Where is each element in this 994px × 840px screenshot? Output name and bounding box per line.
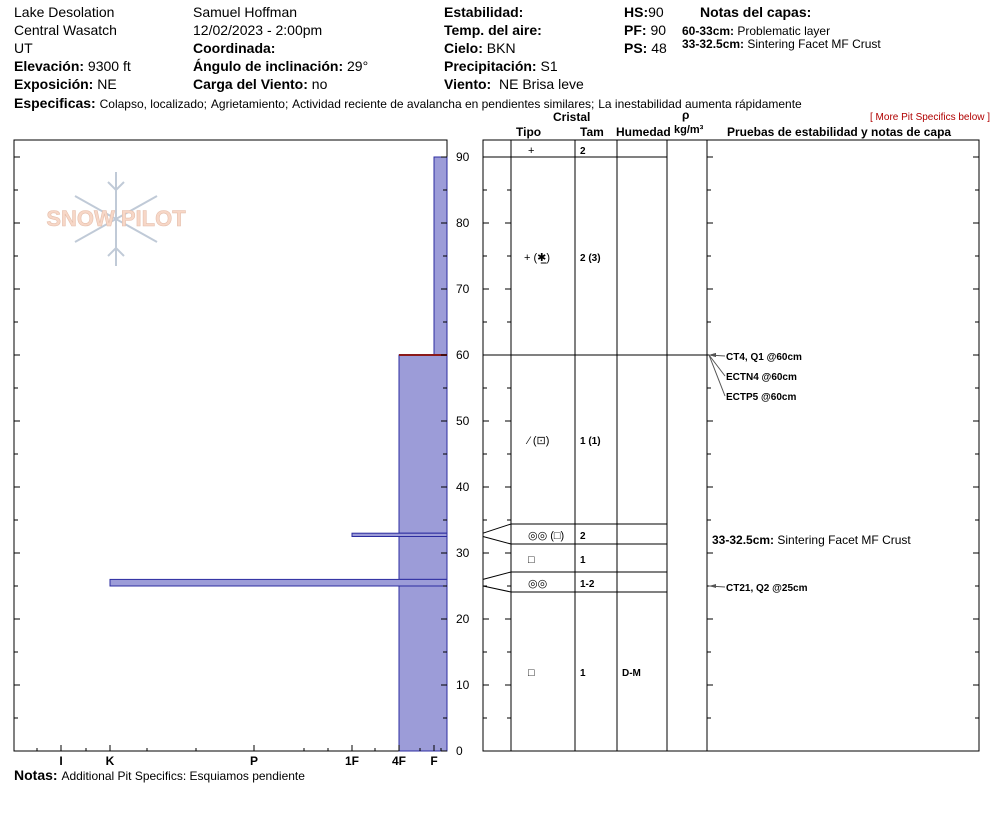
pf-label: PF:: [624, 22, 647, 38]
layer-grain-type: ◎◎ (□): [528, 530, 565, 542]
y-tick-label: 70: [456, 282, 470, 296]
hs-label: HS:: [624, 4, 649, 20]
specifics-item-1: Colapso, localizado;: [99, 97, 208, 111]
hardness-plot-frame: [14, 140, 447, 751]
x-tick-label: 4F: [391, 754, 407, 768]
specifics-item-2: Agrietamiento;: [210, 97, 289, 111]
layer-note-range: 33-32.5cm:: [712, 533, 778, 547]
y-tick-label: 50: [456, 414, 470, 428]
sky-label: Cielo:: [444, 40, 483, 56]
y-tick-label: 80: [456, 216, 470, 230]
specifics-item-4: La inestabilidad aumenta rápidamente: [598, 97, 802, 111]
layer-note-detail: Sintering Facet MF Crust: [777, 533, 911, 547]
elevation-value: 9300 ft: [87, 58, 131, 74]
layer-grain-type: ◎◎: [528, 578, 548, 590]
datetime: 12/02/2023 - 2:00pm: [193, 22, 323, 38]
crystal-header: Cristal: [553, 110, 591, 124]
logo-text: SNOW PILOT: [46, 206, 186, 231]
stability-test: CT21, Q2 @25cm: [726, 583, 808, 594]
hardness-bar: [110, 579, 447, 586]
layer-moisture: D-M: [622, 668, 641, 679]
y-tick-label: 40: [456, 480, 470, 494]
wind-value: NE Brisa leve: [498, 76, 584, 92]
x-tick-label: 1F: [344, 754, 360, 768]
location: Lake Desolation: [14, 4, 115, 20]
y-tick-label: 90: [456, 150, 470, 164]
moisture-header: Humedad: [616, 125, 671, 139]
elevation-label: Elevación:: [14, 58, 85, 74]
notes-value: Additional Pit Specifics: Esquiamos pendiente: [61, 769, 305, 783]
y-tick-label: 10: [456, 678, 470, 692]
layer-note-1-range: 60-33cm:: [682, 24, 735, 38]
hs-value: 90: [648, 4, 664, 20]
layer-grain-type: +: [528, 145, 535, 157]
stability-test: CT4, Q1 @60cm: [726, 352, 802, 363]
x-tick-label: K: [105, 754, 115, 768]
sky-value: BKN: [486, 40, 516, 56]
layer-note-2-range: 33-32.5cm:: [682, 37, 745, 51]
wind-load-label: Carga del Viento:: [193, 76, 308, 92]
x-tick-label: F: [430, 754, 438, 768]
y-tick-label: 0: [456, 744, 463, 758]
layer-grain-size: 1 (1): [580, 436, 601, 447]
size-header: Tam: [580, 125, 604, 139]
layer-note-1-text: Problematic layer: [737, 24, 831, 38]
depth-connector: [483, 586, 511, 592]
hardness-bar: [399, 586, 447, 751]
ps-label: PS:: [624, 40, 648, 56]
more-specifics-link[interactable]: [ More Pit Specifics below ]: [870, 112, 991, 123]
layer-note-in-table: [712, 533, 911, 547]
test-leader: [709, 355, 725, 376]
test-leader: [709, 355, 725, 396]
aspect-value: NE: [97, 76, 117, 92]
layer-note-2-text: Sintering Facet MF Crust: [747, 37, 881, 51]
y-tick-label: 20: [456, 612, 470, 626]
hardness-bar: [399, 537, 447, 580]
wind-load-value: no: [311, 76, 328, 92]
slope-value: 29°: [347, 58, 369, 74]
density-unit-header: kg/m³: [674, 124, 704, 136]
coord-label: Coordinada:: [193, 40, 276, 56]
layer-grain-size: 1-2: [580, 579, 595, 590]
specifics-label: Especificas:: [14, 95, 96, 111]
specifics-item-3: Actividad reciente de avalancha en pendientes similares;: [292, 97, 595, 111]
x-tick-label: P: [249, 754, 259, 768]
wind-label: Viento:: [444, 76, 492, 92]
layer-grain-size-secondary: 2 (3): [580, 253, 601, 264]
layer-grain-type: □: [528, 554, 535, 566]
air-temp-label: Temp. del aire:: [444, 22, 542, 38]
tests-header: Pruebas de estabilidad y notas de capa: [727, 125, 952, 139]
layer-grain-size: 2: [580, 531, 586, 542]
precip-label: Precipitación:: [444, 58, 537, 74]
precip-value: S1: [540, 58, 558, 74]
x-tick-label: I: [59, 754, 63, 768]
layer-grain-type-secondary: + (✱̲): [524, 252, 551, 264]
y-tick-label: 60: [456, 348, 470, 362]
layer-grain-type: □: [528, 667, 535, 679]
stability-label: Estabilidad:: [444, 4, 524, 20]
notes-label: Notas:: [14, 767, 58, 783]
layer-grain-size: 1: [580, 555, 586, 566]
layer-grain-type: ⁄ (⊡): [528, 435, 550, 447]
rho-header: ρ: [682, 108, 690, 122]
hardness-bar: [399, 355, 447, 533]
slope-label: Ángulo de inclinación:: [193, 58, 344, 74]
layer-grain-size: 1: [580, 668, 586, 679]
state: UT: [14, 40, 33, 56]
layer-grain-size: 2: [580, 146, 586, 157]
aspect-label: Exposición:: [14, 76, 94, 92]
test-arrow: [709, 584, 716, 588]
pf-value: 90: [650, 22, 667, 38]
depth-connector: [483, 524, 511, 533]
y-tick-label: 30: [456, 546, 470, 560]
type-header: Tipo: [516, 125, 542, 139]
layer-table-frame: [483, 140, 979, 751]
ps-value: 48: [651, 40, 667, 56]
range: Central Wasatch: [14, 22, 117, 38]
stability-test: ECTP5 @60cm: [726, 392, 797, 403]
depth-connector: [483, 537, 511, 545]
stability-test: ECTN4 @60cm: [726, 372, 797, 383]
observer: Samuel Hoffman: [193, 4, 298, 20]
layer-notes-title: Notas del capas:: [700, 4, 812, 20]
depth-connector: [483, 572, 511, 579]
snowpilot-logo: [46, 172, 186, 266]
